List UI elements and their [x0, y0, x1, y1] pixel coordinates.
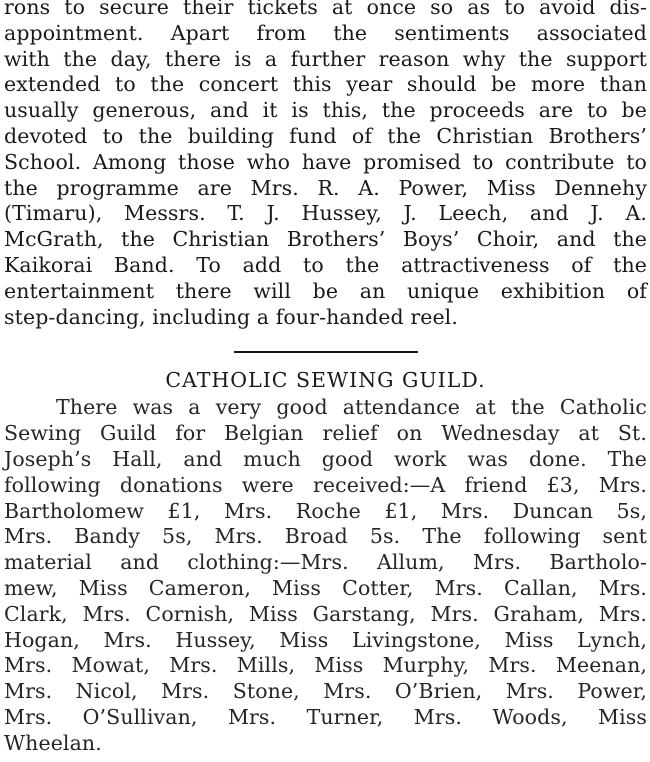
text-line: Sewing Guild for Belgian relief on Wednesday at St. [4, 421, 647, 446]
text-line: rons to secure their tickets at once so as to avoid dis- [4, 0, 647, 19]
text-line: Mrs. Nicol, Mrs. Stone, Mrs. O’Brien, Mrs. Power, [4, 679, 647, 704]
text-line: appointment. Apart from the sentiments associated [4, 20, 647, 45]
text-line: McGrath, the Christian Brothers’ Boys’ Choir, and the [4, 227, 647, 252]
text-line: Kaikorai Band. To add to the attractiveness of the [4, 252, 647, 277]
concert-paragraph [4, 0, 647, 330]
text-line: Mrs. Bandy 5s, Mrs. Broad 5s. The following sent [4, 524, 647, 549]
article-column [4, 0, 647, 757]
text-line: Wheelan. [4, 730, 102, 755]
text-line: the programme are Mrs. R. A. Power, Miss Dennehy [4, 175, 647, 200]
text-line: Mrs. Mowat, Mrs. Mills, Miss Murphy, Mrs. Meenan, [4, 653, 647, 678]
text-line: Clark, Mrs. Cornish, Miss Garstang, Mrs. Graham, Mrs. [4, 601, 647, 626]
text-line: following donations were received:—A friend £3, Mrs. [4, 472, 647, 497]
section-divider [234, 351, 418, 353]
text-line: School. Among those who have promised to contribute to [4, 149, 647, 174]
text-line: entertainment there will be an unique exhibition of [4, 278, 647, 303]
text-line: Bartholomew £1, Mrs. Roche £1, Mrs. Duncan 5s, [4, 498, 647, 523]
text-line: with the day, there is a further reason why the support [4, 46, 647, 71]
text-line: Joseph’s Hall, and much good work was done. The [4, 446, 647, 471]
text-line: Mrs. O’Sullivan, Mrs. Turner, Mrs. Woods, Miss [4, 704, 647, 729]
section-heading: CATHOLIC SEWING GUILD. [165, 368, 486, 393]
text-line: usually generous, and it is this, the proceeds are to be [4, 98, 647, 123]
text-line: extended to the concert this year should be more than [4, 72, 647, 97]
text-line: material and clothing:—Mrs. Allum, Mrs. Bartholo- [4, 550, 647, 575]
text-line: devoted to the building fund of the Christian Brothers’ [4, 123, 647, 148]
text-line: (Timaru), Messrs. T. J. Hussey, J. Leech, and J. A. [4, 201, 647, 226]
sewing-guild-paragraph [4, 395, 647, 756]
text-line: step-dancing, including a four-handed reel. [4, 304, 458, 329]
text-line: mew, Miss Cameron, Miss Cotter, Mrs. Callan, Mrs. [4, 575, 647, 600]
text-line: There was a very good attendance at the Catholic [56, 395, 647, 420]
text-line: Hogan, Mrs. Hussey, Miss Livingstone, Miss Lynch, [4, 627, 647, 652]
